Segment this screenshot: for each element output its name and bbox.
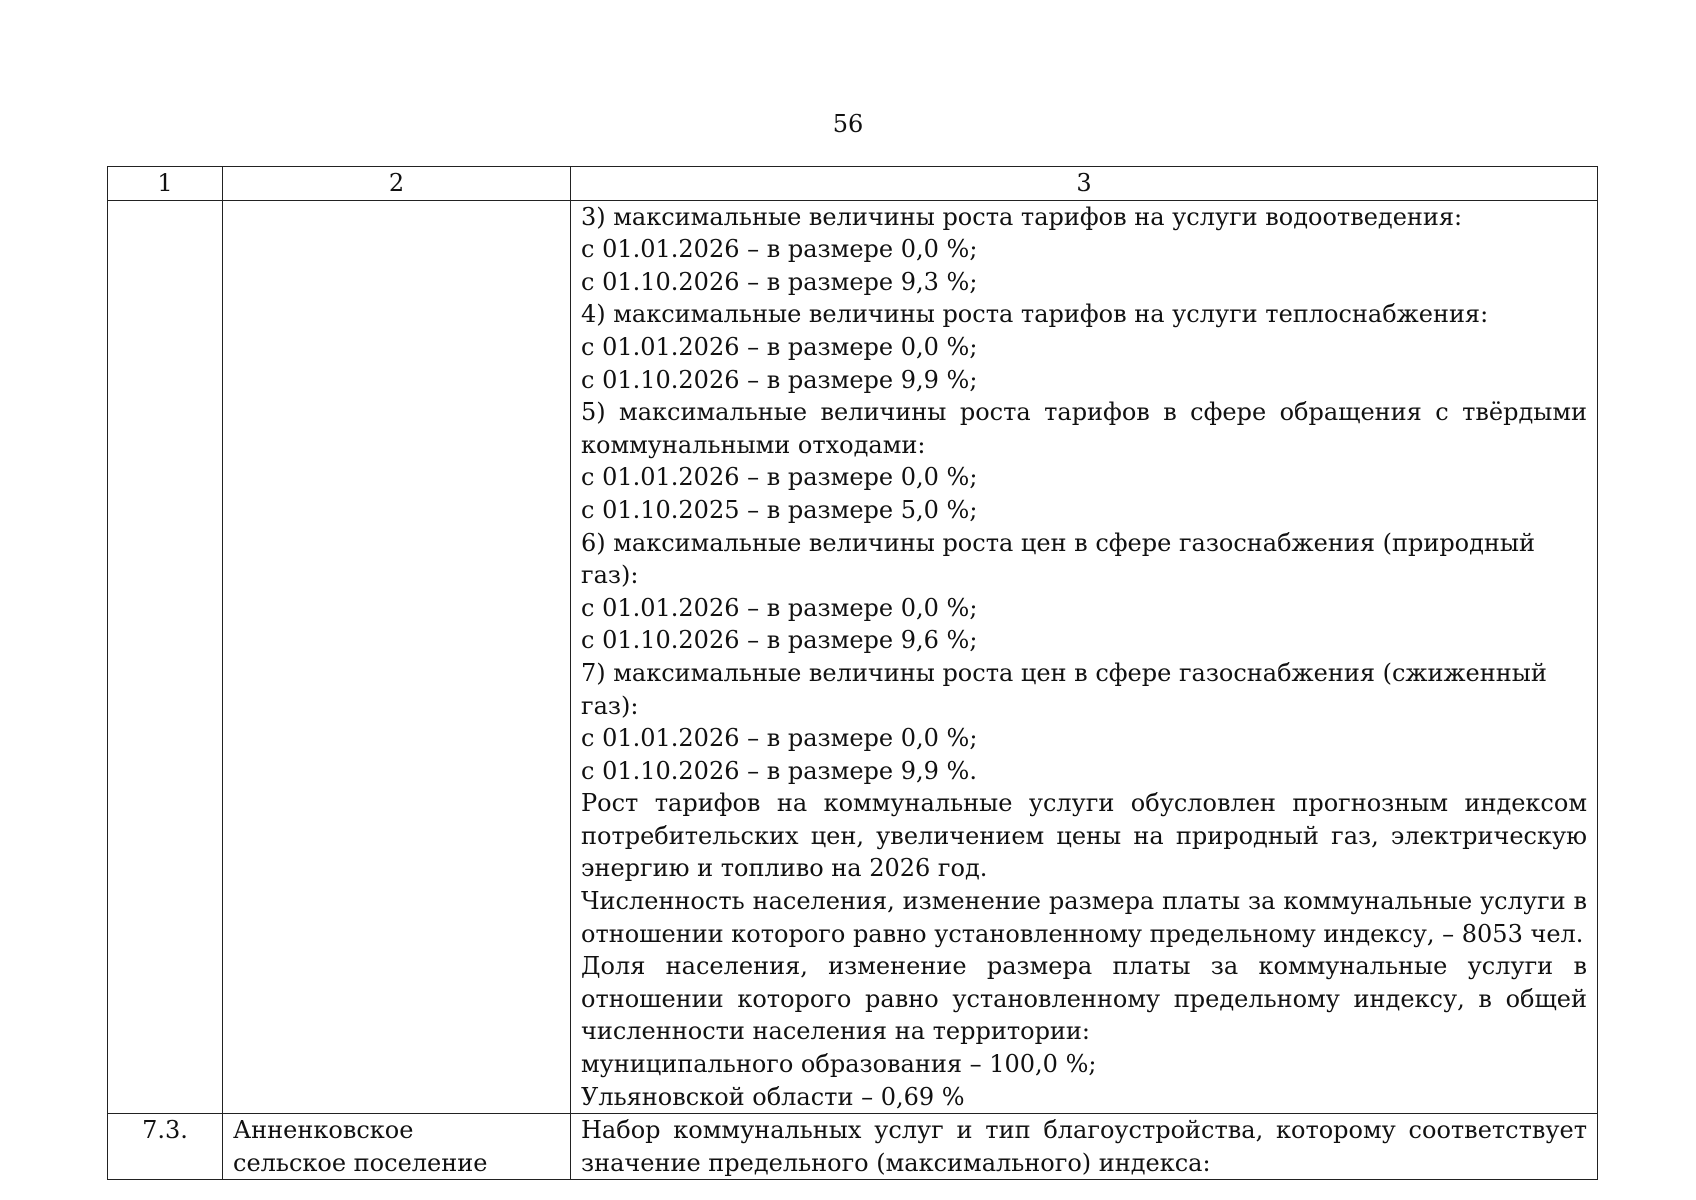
tariff-table	[107, 166, 1598, 1180]
text-line: 7) максимальные величины роста цен в сфере газоснабжения (сжиженный газ):	[581, 658, 1547, 720]
text-paragraph: Численность населения, изменение размера платы за коммунальные услуги в отношении которого равно установленному предельному индексу, – 8053 чел.	[581, 887, 1587, 948]
text-line: 4) максимальные величины роста тарифов на услуги теплоснабжения:	[581, 300, 1489, 329]
row2-col3-text	[571, 1114, 1597, 1179]
row2-col3	[571, 1114, 1598, 1180]
text-line: Ульяновской области – 0,69 %	[581, 1082, 965, 1111]
table-row	[108, 200, 1598, 1114]
header-cell-2: 2	[223, 167, 571, 201]
text-line: с 01.10.2026 – в размере 9,9 %;	[581, 365, 978, 394]
text-line: с 01.01.2026 – в размере 0,0 %;	[581, 463, 978, 492]
municipality-name-line: Анненковское	[233, 1116, 414, 1145]
municipality-name	[223, 1114, 570, 1179]
page-number: 56	[832, 110, 864, 138]
municipality-name-line: сельское поселение	[233, 1148, 488, 1177]
text-line: муниципального образования – 100,0 %;	[581, 1050, 1097, 1079]
text-line: с 01.10.2026 – в размере 9,6 %;	[581, 626, 978, 655]
row1-col3-text	[571, 201, 1597, 1114]
row2-col2	[223, 1114, 571, 1180]
text-line: 6) максимальные величины роста цен в сфере газоснабжения (природный газ):	[581, 528, 1535, 590]
text-paragraph: Доля населения, изменение размера платы за коммунальные услуги в отношении которого равно установленному предельному индексу, в общей численности населения на территории:	[581, 952, 1587, 1046]
header-cell-3: 3	[571, 167, 1598, 201]
text-line: с 01.10.2026 – в размере 9,3 %;	[581, 267, 978, 296]
header-cell-1: 1	[108, 167, 223, 201]
text-line: с 01.01.2026 – в размере 0,0 %;	[581, 235, 978, 264]
row-number: 7.3.	[142, 1116, 188, 1145]
text-line: с 01.01.2026 – в размере 0,0 %;	[581, 593, 978, 622]
row1-col2	[223, 200, 571, 1114]
text-line: с 01.01.2026 – в размере 0,0 %;	[581, 724, 978, 753]
row1-col3	[571, 200, 1598, 1114]
row2-col1	[108, 1114, 223, 1180]
table-header-row	[108, 167, 1598, 201]
table-row	[108, 1114, 1598, 1180]
text-line: 3) максимальные величины роста тарифов на услуги водоотведения:	[581, 202, 1463, 231]
text-line: с 01.10.2026 – в размере 9,9 %.	[581, 756, 977, 785]
text-paragraph: Набор коммунальных услуг и тип благоустройства, которому соответствует значение предельного (максимального) индекса:	[581, 1116, 1587, 1177]
text-paragraph: 5) максимальные величины роста тарифов в сфере обращения с твёрдыми коммунальными отходами:	[581, 398, 1587, 459]
row1-col1	[108, 200, 223, 1114]
text-paragraph: Рост тарифов на коммунальные услуги обусловлен прогнозным индексом потребительских цен, увеличением цены на природный газ, электрическую энергию и топливо на 2026 год.	[581, 789, 1587, 883]
text-line: с 01.01.2026 – в размере 0,0 %;	[581, 332, 978, 361]
text-line: с 01.10.2025 – в размере 5,0 %;	[581, 495, 978, 524]
